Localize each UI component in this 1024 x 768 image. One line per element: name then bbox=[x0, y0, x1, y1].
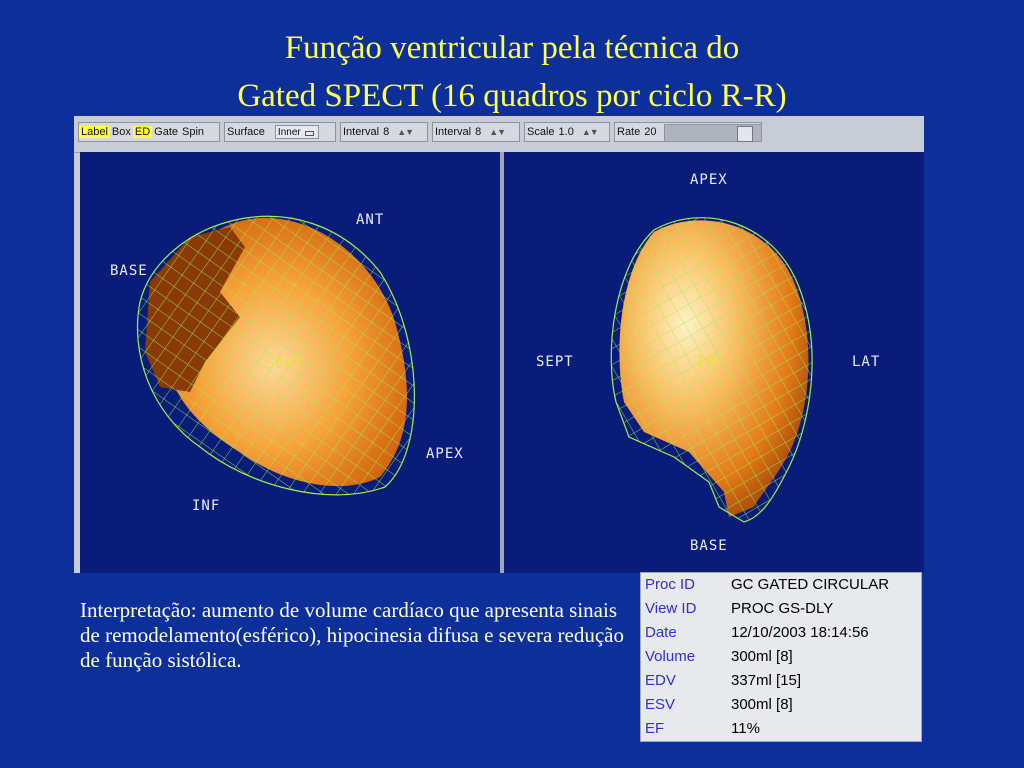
interval-control-2 bbox=[432, 122, 520, 142]
interval-label-2: Interval bbox=[435, 126, 472, 138]
surface-dropdown[interactable]: Inner bbox=[275, 125, 319, 139]
scale-stepper[interactable]: ▲▼ bbox=[581, 127, 598, 137]
label-apex: APEX bbox=[426, 446, 464, 462]
rate-label: Rate bbox=[617, 126, 641, 138]
interval-control-1 bbox=[340, 122, 428, 142]
info-value: 12/10/2003 18:14:56 bbox=[731, 624, 869, 641]
interval-label-1: Interval bbox=[343, 126, 380, 138]
info-key: Date bbox=[645, 624, 677, 641]
info-key: EDV bbox=[645, 672, 676, 689]
info-value: 300ml [8] bbox=[731, 696, 793, 713]
label-inf: INF bbox=[696, 354, 725, 370]
rate-value: 20 bbox=[644, 126, 657, 138]
interval-stepper-1[interactable]: ▲▼ bbox=[397, 127, 414, 137]
interpretation-text: Interpretação: aumento de volume cardíaco que apresenta sinais de remodelamento(esférico), hipocinesia difusa e severa redução de função sistólica. bbox=[80, 598, 624, 672]
surface-label: Surface bbox=[227, 126, 265, 138]
info-key: Volume bbox=[645, 648, 696, 665]
ed-toggle[interactable]: ED bbox=[134, 126, 151, 138]
info-key: ESV bbox=[645, 696, 676, 713]
spin-toggle[interactable]: Spin bbox=[182, 126, 205, 138]
info-key: Proc ID bbox=[645, 576, 696, 593]
slide-title-line1: Função ventricular pela técnica do bbox=[284, 30, 740, 66]
info-value: 337ml [15] bbox=[731, 672, 802, 689]
rate-slider-thumb[interactable] bbox=[737, 126, 753, 142]
info-value: 300ml [8] bbox=[731, 648, 793, 665]
label-base: BASE bbox=[690, 538, 728, 554]
toolbar bbox=[74, 116, 924, 153]
label-inf: INF bbox=[192, 498, 221, 514]
label-sept: SEPT bbox=[266, 356, 304, 372]
scale-label: Scale bbox=[527, 126, 555, 138]
box-toggle[interactable]: Box bbox=[111, 126, 131, 138]
left-3d-view[interactable] bbox=[80, 152, 500, 573]
surface-control bbox=[224, 122, 336, 142]
label-apex: APEX bbox=[690, 172, 728, 188]
interval-value-1: 8 bbox=[383, 126, 390, 138]
label-base: BASE bbox=[110, 263, 148, 279]
info-value: PROC GS-DLY bbox=[731, 600, 834, 617]
interval-value-2: 8 bbox=[475, 126, 482, 138]
slide-title-line2: Gated SPECT (16 quadros por ciclo R-R) bbox=[237, 78, 787, 114]
label-lat: LAT bbox=[852, 354, 881, 370]
scale-value: 1.0 bbox=[558, 126, 574, 138]
label-toggle[interactable]: Label bbox=[81, 126, 108, 138]
label-sept: SEPT bbox=[536, 354, 574, 370]
info-key: EF bbox=[645, 720, 665, 737]
info-key: View ID bbox=[645, 600, 697, 617]
info-value: GC GATED CIRCULAR bbox=[731, 576, 890, 593]
right-3d-view[interactable] bbox=[504, 152, 924, 573]
gate-toggle[interactable]: Gate bbox=[154, 126, 179, 138]
interval-stepper-2[interactable]: ▲▼ bbox=[489, 127, 506, 137]
scale-control bbox=[524, 122, 610, 142]
study-info-panel bbox=[640, 572, 922, 742]
display-toggles bbox=[78, 122, 220, 142]
info-value: 11% bbox=[731, 720, 760, 737]
gated-spect-window bbox=[74, 116, 924, 573]
label-ant: ANT bbox=[356, 212, 385, 228]
rate-slider[interactable] bbox=[664, 124, 762, 142]
